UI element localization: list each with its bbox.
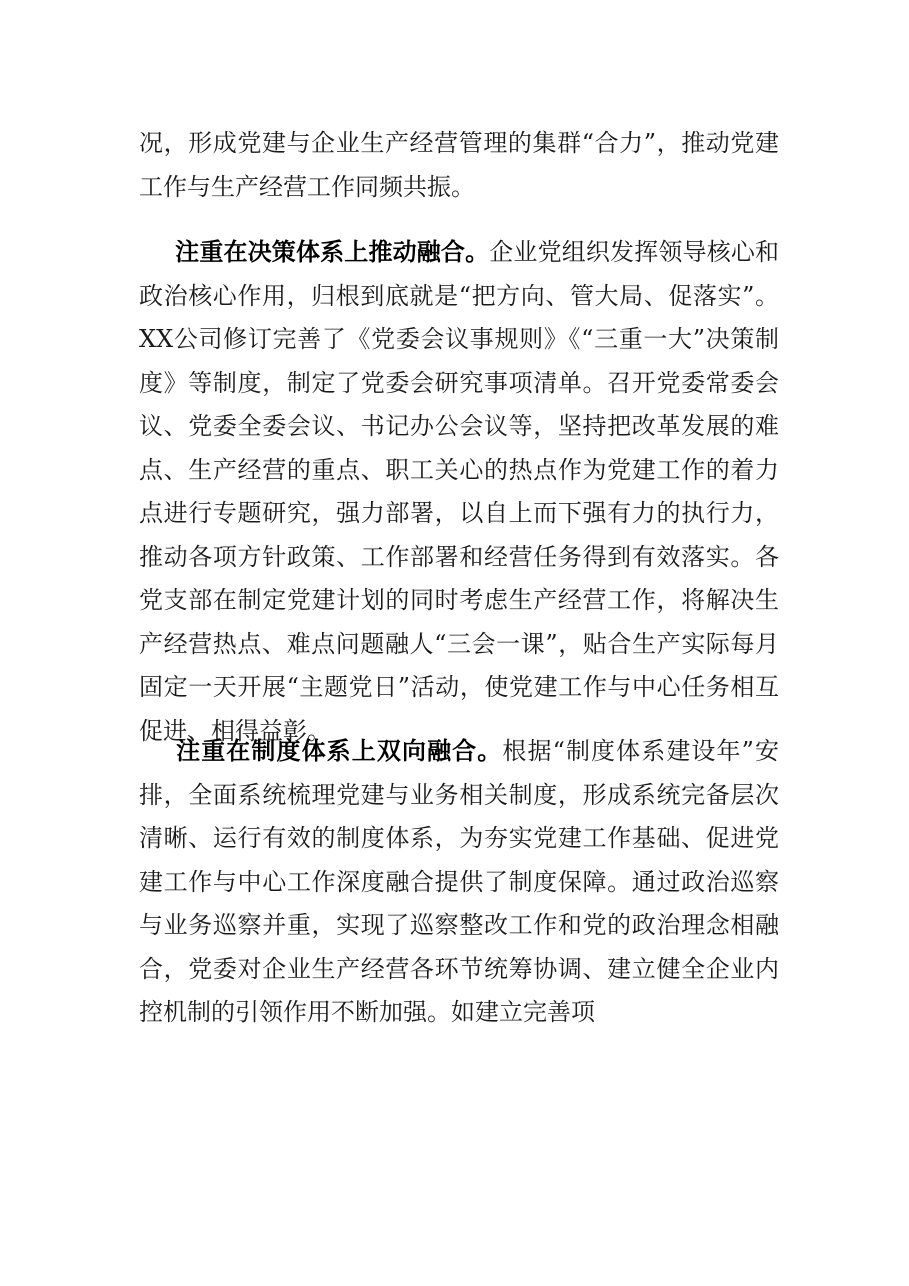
paragraph-text: 企业党组织发挥领导核心和政治核心作用，归根到底就是“把方向、管大局、促落实”。XX公司修订完善了《党委会议事规则》《“三重一大”决策制度》等制度，制定了党委会研究事项清单。召开党委常委会议、党委全委会议、书记办公会议等，坚持把改革发展的难点、生产经营的重点、职工关心的热点作为党建工作的着力点进行专题研究，强力部署，以自上而下强有力的执行力，推动各项方针政策、工作部署和经营任务得到有效落实。各党支部在制定党建计划的同时考虑生产经营工作，将解决生产经营热点、难点问题融人“三会一课”，贴合生产实际每月固定一天开展“主题党日”活动，使党建工作与中心任务相互促进、相得益彰。 [139, 238, 780, 745]
paragraph-decision-system [139, 231, 779, 753]
paragraph-continuation [139, 122, 779, 209]
paragraph-text: 根据“制度体系建设年”安排，全面系统梳理党建与业务相关制度，形成系统完备层次清晰、运行有效的制度体系，为夯实党建工作基础、促进党建工作与中心工作深度融合提供了制度保障。通过政治巡察与业务巡察并重，实现了巡察整改工作和党的政治理念相融合，党委对企业生产经营各环节统筹协调、建立健全企业内控机制的引领作用不断加强。如建立完善项 [139, 737, 779, 1026]
paragraph-heading: 注重在决策体系上推动融合。 [175, 238, 490, 266]
paragraph-text: 况，形成党建与企业生产经营管理的集群“合力”，推动党建工作与生产经营工作同频共振。 [139, 129, 779, 201]
paragraph-heading: 注重在制度体系上双向融合。 [175, 737, 503, 765]
paragraph-institution-system [139, 730, 779, 1035]
